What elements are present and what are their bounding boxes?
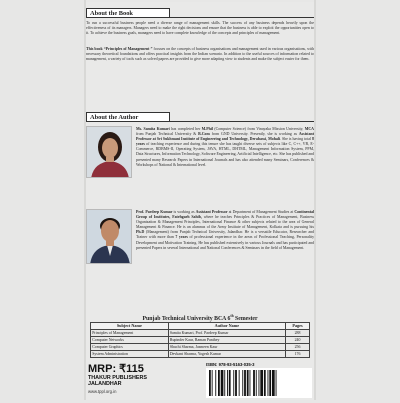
barcode-bar [224, 370, 225, 396]
barcode-bar [268, 370, 269, 396]
publisher-name [88, 375, 147, 388]
column-header: Author Name [168, 323, 285, 330]
pages-cell: 256 [286, 344, 310, 351]
author1-bio-top [136, 127, 314, 168]
isbn-number: ISBN: 978-93-5163-035-3 [206, 362, 255, 367]
author1-text: from GND University. Presently, she is working as [209, 132, 299, 137]
barcode-bar [259, 370, 260, 396]
author2-text: at Department of Management Studies at [227, 210, 295, 214]
author1-text: has completed her [169, 127, 202, 131]
table-header-row [91, 323, 310, 330]
pages-cell: 176 [286, 351, 310, 358]
author-cell: Devkant Sharma, Yogesh Kumar [168, 351, 285, 358]
table-row [91, 344, 310, 351]
author-cell: Samita Kumari, Prof. Pardeep Kumar [168, 330, 285, 337]
author2-degree-phd: Ph.D [136, 230, 145, 235]
footer [86, 362, 314, 400]
table-row [91, 330, 310, 337]
table-title-text: Punjab Technical University BCA 6 [142, 315, 231, 322]
barcode-bar [276, 370, 277, 396]
barcode-bar [239, 370, 240, 396]
table-title [86, 314, 314, 322]
publisher-line2: JALANDHAR [88, 381, 122, 388]
table-row [91, 337, 310, 344]
barcode-bar [209, 370, 211, 396]
author1-name: Ms. Samita Kumari [136, 127, 170, 131]
barcode-graphic [206, 368, 312, 398]
barcode-bar [244, 370, 246, 396]
barcode-bar [247, 370, 249, 396]
column-header: Subject Name [91, 323, 169, 330]
author2-text: (Management) from Punjab Technical University, Jalandhar. He is a versatile Educator, Researcher and Trainer with more than [136, 230, 314, 240]
table-title-sup: th [230, 314, 234, 318]
barcode-bar [272, 370, 275, 396]
author-cell: Shuchi Sharma, Jasmeen Kaur [168, 344, 285, 351]
publisher-website: www.tppl.org.in [88, 389, 117, 394]
barcode-bar [212, 370, 213, 396]
author1-degree-mphil: M.Phil [201, 127, 213, 131]
barcode-bar [256, 370, 257, 396]
about-book-paragraph-1: To run a successful business people need a diverse range of management skills. The success of any business depends heavily upon the effectiveness of its managers. Managers need to make the right decisions and ensure that the business is able to exploit the opportunities open to it. To achieve the business goals, managers need to have complete knowledge of the concepts and principles of management. [86, 21, 314, 36]
barcode-bar [221, 370, 224, 396]
barcode-bar [229, 370, 231, 396]
about-book-paragraph-2-text: focuses on the concepts of business organisations and management used in various organisations, with necessary theoretical foundations and offers practical insights from the Indian scenario. In addition to the useful sources of information related to management, a variety of tools such as solved papers are provided to give more adapting view to students and make the subject easier for them. [86, 47, 314, 62]
author-photo-samita-kumari [86, 126, 132, 178]
about-book-paragraph-2 [86, 47, 314, 62]
barcode-bar [269, 370, 271, 396]
barcode-bar [253, 370, 255, 396]
author2-text: is working as [172, 210, 196, 214]
author1-degree-bcom: B.Com [198, 132, 210, 137]
table-title-text: Semester [233, 315, 258, 322]
author1-years: 8 years [136, 137, 314, 147]
heading-rule [170, 121, 314, 122]
about-book-heading: About the Book [86, 8, 170, 18]
author2-position: Assistant Professor [195, 210, 228, 214]
author1-position: Assistant Professor at Sri Sukhmani Institute of Engineering and Technology, Derabassi, Mohali [136, 132, 314, 142]
column-header: Pages [286, 323, 310, 330]
author-portrait-icon [87, 210, 132, 264]
subject-cell: Principles of Management [91, 330, 169, 337]
subject-cell: Computer Graphics [91, 344, 169, 351]
books-table [90, 322, 310, 358]
barcode-bar [233, 370, 234, 396]
barcode-bar [227, 370, 228, 396]
subject-cell: Computer Networks [91, 337, 169, 344]
barcode-bar [264, 370, 266, 396]
author1-text: from Punjab Technical University & [136, 132, 199, 137]
book-title-lead: This book “Principles of Management ” [86, 47, 153, 51]
about-author-heading: About the Author [86, 112, 170, 122]
author2-bio [136, 210, 314, 251]
cover-content [86, 2, 314, 400]
author2-years: 7 years [175, 235, 188, 240]
subject-cell: System Administration [91, 351, 169, 358]
author2-institute: Continental Group of Institutes, Fatehgarh Sahib, [136, 210, 315, 220]
pages-cell: 240 [286, 337, 310, 344]
author2-text: of professional experience in the areas of Professional Teaching, Personality Development and Motivation Training. He has published extensively in various Journals and has participated and presented Papers in several International and National Conferences & Seminars in the field of Management. [136, 235, 315, 250]
barcode-bar [215, 370, 216, 396]
author1-text: . She is having total [279, 137, 313, 142]
barcode-icon [206, 368, 312, 398]
author1-text: of teaching experience and during this tenure she has taught diverse sets of subjects like C, C++, VB, E-Commerce, RDBMS-II, Operating System, JAVA, HTML, DHTML, Management Information System, PPM, Data Structures, Information Technology, Software Engineering, Artificial Intelligence, etc. She has published and presented many Research Papers in International Journals and has also attended many Seminars, Conferences & Workshops of National & International level. [136, 142, 314, 167]
author-cell: Rupinder Kaur, Raman Panthey [168, 337, 285, 344]
mrp-price: MRP: ₹115 [88, 363, 144, 375]
author1-degree-mca: MCA [304, 127, 314, 131]
table-row [91, 351, 310, 358]
right-edge-shadow [314, 0, 316, 400]
heading-rule [170, 17, 314, 18]
barcode-bar [260, 370, 263, 396]
author-portrait-icon [87, 127, 132, 178]
barcode-bar [218, 370, 220, 396]
publisher-line1: THAKUR PUBLISHERS [88, 375, 147, 381]
pages-cell: 288 [286, 330, 310, 337]
author2-text: where he teaches Principles & Practices of Management, Business Organization & Management Principles, International Finance & other subjects related to the area of General Management & Finance. He is an alumnus of the Army Institute of Management, Kolkata and is pursuing his [136, 215, 314, 230]
barcode-bar [242, 370, 243, 396]
author2-name: Prof. Pardeep Kumar [136, 210, 173, 214]
barcode-bar [250, 370, 251, 396]
author-photo-pardeep-kumar [86, 209, 132, 264]
barcode-bar [235, 370, 237, 396]
author1-text: (Computer Science) from Vinayaka Mission University, [212, 127, 305, 131]
